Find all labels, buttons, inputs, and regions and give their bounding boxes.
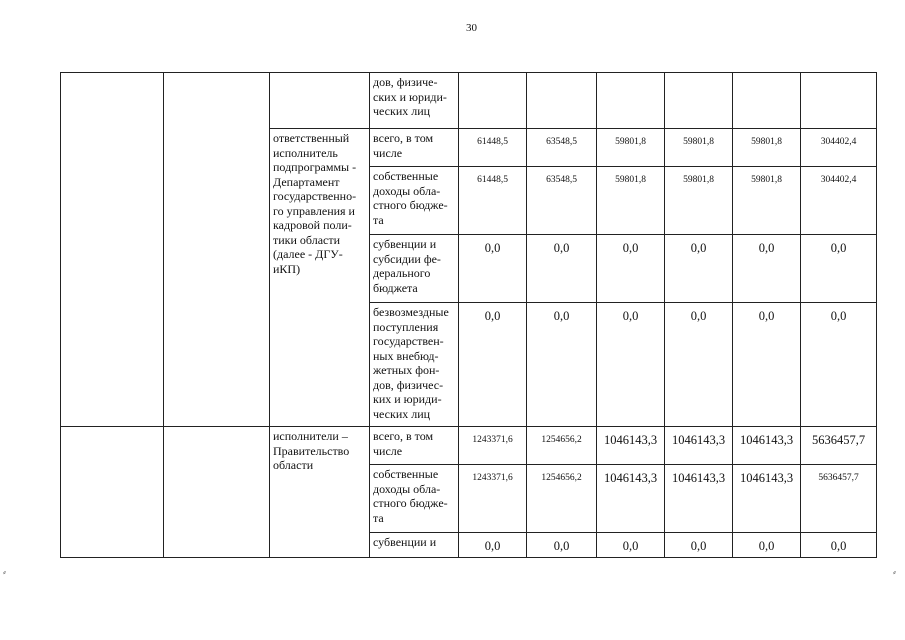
value-cell: 0,0 — [801, 235, 877, 303]
page-number: 30 — [466, 22, 477, 34]
value-cell: 1254656,2 — [527, 427, 597, 465]
value-cell: 0,0 — [801, 533, 877, 558]
value-cell: 0,0 — [459, 235, 527, 303]
scan-mark-left: ⸗ — [3, 567, 6, 577]
value-cell — [597, 73, 665, 129]
value-cell — [527, 73, 597, 129]
value-cell: 1254656,2 — [527, 465, 597, 533]
value-cell: 1046143,3 — [665, 465, 733, 533]
subprogram-cell-2 — [164, 427, 270, 558]
value-cell: 1243371,6 — [459, 427, 527, 465]
value-cell: 0,0 — [801, 303, 877, 427]
value-cell: 1046143,3 — [733, 427, 801, 465]
subprogram-cell-1 — [164, 73, 270, 427]
value-cell — [733, 73, 801, 129]
source-label: дов, физиче-ских и юриди-ческих лиц — [370, 73, 459, 129]
source-label: собственные доходы обла-стного бюдже-та — [370, 167, 459, 235]
value-cell: 0,0 — [597, 303, 665, 427]
value-cell: 59801,8 — [597, 167, 665, 235]
table-row — [61, 427, 877, 465]
value-cell: 59801,8 — [597, 129, 665, 167]
value-cell: 0,0 — [527, 533, 597, 558]
value-cell: 1046143,3 — [597, 427, 665, 465]
value-cell: 0,0 — [527, 235, 597, 303]
value-cell: 1046143,3 — [665, 427, 733, 465]
value-cell: 59801,8 — [665, 129, 733, 167]
value-cell: 63548,5 — [527, 129, 597, 167]
value-cell — [459, 73, 527, 129]
value-cell: 0,0 — [733, 235, 801, 303]
value-cell: 1046143,3 — [597, 465, 665, 533]
value-cell — [665, 73, 733, 129]
executor-cell-dgu: ответственный исполнитель подпрограммы - Департамент государственно-го управления и кадровой поли-тики области (далее - ДГУ-иКП) — [270, 129, 370, 427]
value-cell: 1046143,3 — [733, 465, 801, 533]
value-cell: 0,0 — [459, 303, 527, 427]
value-cell: 5636457,7 — [801, 427, 877, 465]
executor-cell-gov: исполнители – Правительство области — [270, 427, 370, 558]
source-label: собственные доходы обла-стного бюдже-та — [370, 465, 459, 533]
value-cell: 0,0 — [733, 303, 801, 427]
value-cell: 59801,8 — [733, 167, 801, 235]
value-cell: 63548,5 — [527, 167, 597, 235]
program-cell-2 — [61, 427, 164, 558]
source-label: субвенции и — [370, 533, 459, 558]
value-cell: 0,0 — [459, 533, 527, 558]
value-cell: 0,0 — [665, 303, 733, 427]
source-label: субвенции и субсидии фе-дерального бюджета — [370, 235, 459, 303]
value-cell: 0,0 — [665, 235, 733, 303]
scan-mark-right: ⸗ — [893, 567, 896, 577]
value-cell: 304402,4 — [801, 167, 877, 235]
value-cell: 304402,4 — [801, 129, 877, 167]
value-cell: 0,0 — [597, 235, 665, 303]
program-cell-1 — [61, 73, 164, 427]
value-cell: 1243371,6 — [459, 465, 527, 533]
value-cell: 0,0 — [665, 533, 733, 558]
executor-cell-empty — [270, 73, 370, 129]
source-label: безвозмездные поступления государствен-ных внебюд-жетных фон-дов, физичес-ких и юриди-ческих лиц — [370, 303, 459, 427]
value-cell: 61448,5 — [459, 167, 527, 235]
value-cell: 5636457,7 — [801, 465, 877, 533]
source-label: всего, в том числе — [370, 427, 459, 465]
budget-table — [60, 72, 877, 558]
value-cell — [801, 73, 877, 129]
source-label: всего, в том числе — [370, 129, 459, 167]
value-cell: 0,0 — [527, 303, 597, 427]
value-cell: 59801,8 — [665, 167, 733, 235]
value-cell: 61448,5 — [459, 129, 527, 167]
table-row — [61, 73, 877, 129]
value-cell: 0,0 — [733, 533, 801, 558]
value-cell: 0,0 — [597, 533, 665, 558]
value-cell: 59801,8 — [733, 129, 801, 167]
